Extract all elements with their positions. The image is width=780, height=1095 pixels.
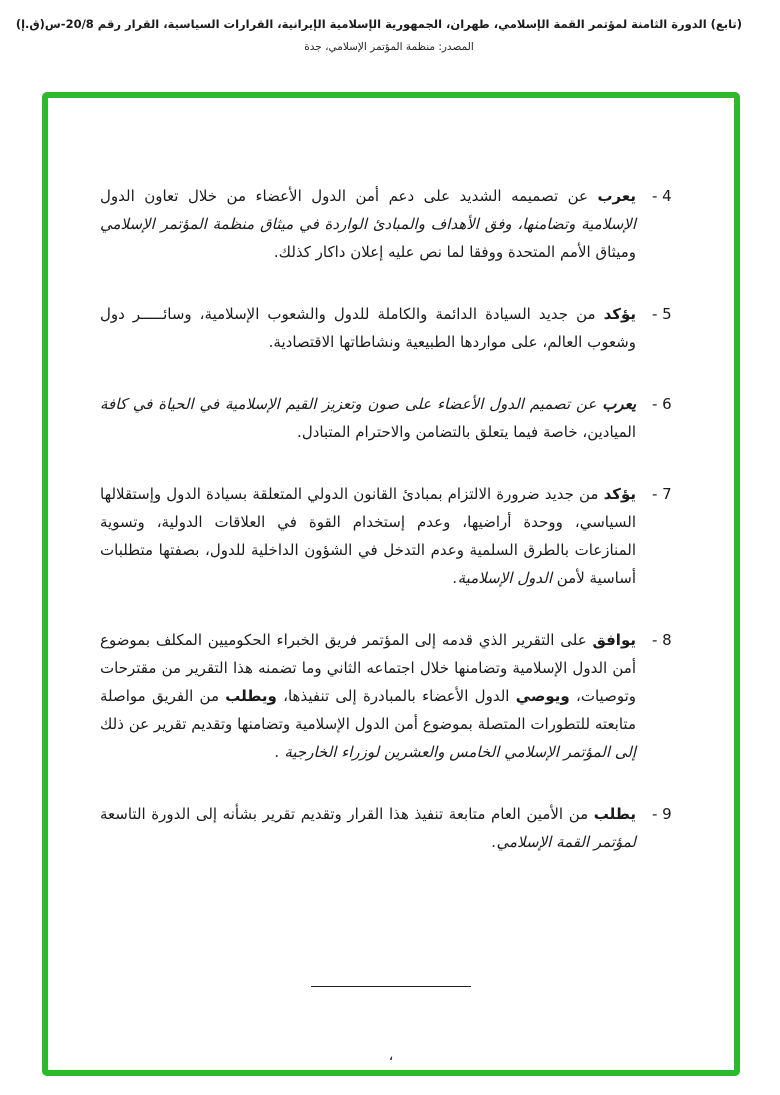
text-segment: لمؤتمر القمة الإسلامي.	[491, 833, 636, 851]
text-segment: الميادين، خاصة فيما يتعلق بالتضامن والاحترام المتبادل.	[297, 423, 636, 441]
text-segment: يطلب	[593, 805, 636, 823]
text-segment: على التقرير الذي قدمه إلى المؤتمر فريق الخبراء الحكوميين المكلف بموضوع أمن الدول الإسلامية وتضامنها خلال اجتماعه الثاني وما تضمنه هذا التقرير من مقترحات وتوصيات،	[100, 631, 636, 705]
paragraph-number: - 6	[652, 395, 672, 413]
resolution-paragraph	[100, 800, 682, 856]
text-segment: الإسلامية وتضامنها، وفق الأهداف والمبادئ الواردة في ميثاق منظمة المؤتمر الإسلامي	[100, 215, 636, 233]
paragraph-text	[100, 480, 636, 592]
paragraph-text	[100, 182, 636, 266]
text-segment: من جديد ضرورة الالتزام بمبادئ القانون الدولي المتعلقة بسيادة الدول وإستقلالها السياسي، ووحدة أراضيها، وعدم إستخدام القوة في العلاقات الدولية، وتسوية المنازعات بالطرق السلمية وعدم التدخل في الشؤون الداخلية للدول، بصفتها متطلبات أساسية لأمن	[100, 485, 636, 587]
paragraph-number: - 4	[652, 187, 672, 205]
text-segment: من الفريق مواصلة متابعته للتطورات المتصلة بموضوع أمن الدول الإسلامية وتضامنها وتقديم تقرير عن ذلك	[100, 687, 636, 733]
text-segment: إلى المؤتمر الإسلامي الخامس والعشرين لوزراء الخارجية .	[274, 743, 636, 761]
text-segment: عن تصميمه الشديد على دعم أمن الدول الأعضاء من خلال تعاون الدول	[100, 187, 598, 205]
text-segment: يوافق	[592, 631, 636, 649]
green-frame	[42, 92, 740, 1076]
document-source-line: المصدر: منظمة المؤتمر الإسلامي، جدة	[304, 41, 474, 54]
document-reference-line: (تابع) الدورة الثامنة لمؤتمر القمة الإسلامي، طهران، الجمهورية الإسلامية الإيرانية، القرارات السياسية، القرار رقم 20/8-س(ق.إ)	[15, 17, 742, 31]
resolution-paragraph	[100, 626, 682, 766]
text-segment: الدول الأعضاء بالمبادرة إلى تنفيذها،	[276, 687, 516, 705]
text-segment: عن تصميم الدول الأعضاء على صون وتعزيز القيم الإسلامية في الحياة في كافة	[100, 395, 603, 413]
resolution-paragraphs	[100, 182, 682, 890]
text-segment: ويوصي	[515, 687, 570, 705]
text-segment: من الأمين العام متابعة تنفيذ هذا القرار وتقديم تقرير بشأنه إلى الدورة التاسعة	[100, 805, 594, 823]
paragraph-text	[100, 390, 636, 446]
resolution-paragraph	[100, 480, 682, 592]
text-segment: يعرب	[602, 395, 636, 413]
paragraph-number: - 8	[652, 631, 672, 649]
paragraph-number: - 7	[652, 485, 672, 503]
text-segment: يعرب	[597, 187, 636, 205]
text-segment: وميثاق الأمم المتحدة ووفقا لما نص عليه إعلان داكار كذلك.	[273, 243, 636, 261]
resolution-paragraph	[100, 390, 682, 446]
paragraph-number: - 5	[652, 305, 672, 323]
paragraph-text	[100, 300, 636, 356]
paragraph-number: - 9	[652, 805, 672, 823]
text-segment: ويطلب	[225, 687, 277, 705]
end-of-text-rule	[311, 986, 471, 987]
text-segment: يؤكد	[603, 305, 636, 323]
catalog-header	[15, 16, 742, 54]
resolution-paragraph	[100, 182, 682, 266]
text-segment: من جديد السيادة الدائمة والكاملة للدول والشعوب الإسلامية، وسائـــــر دول وشعوب العالم، على مواردها الطبيعية ونشاطاتها الاقتصادية.	[100, 305, 636, 351]
resolution-paragraph	[100, 300, 682, 356]
paragraph-text	[100, 800, 636, 856]
footer-comma-mark: ،	[388, 1048, 394, 1064]
text-segment: يؤكد	[603, 485, 636, 503]
paragraph-text	[100, 626, 636, 766]
text-segment: الدول الإسلامية.	[452, 569, 552, 587]
